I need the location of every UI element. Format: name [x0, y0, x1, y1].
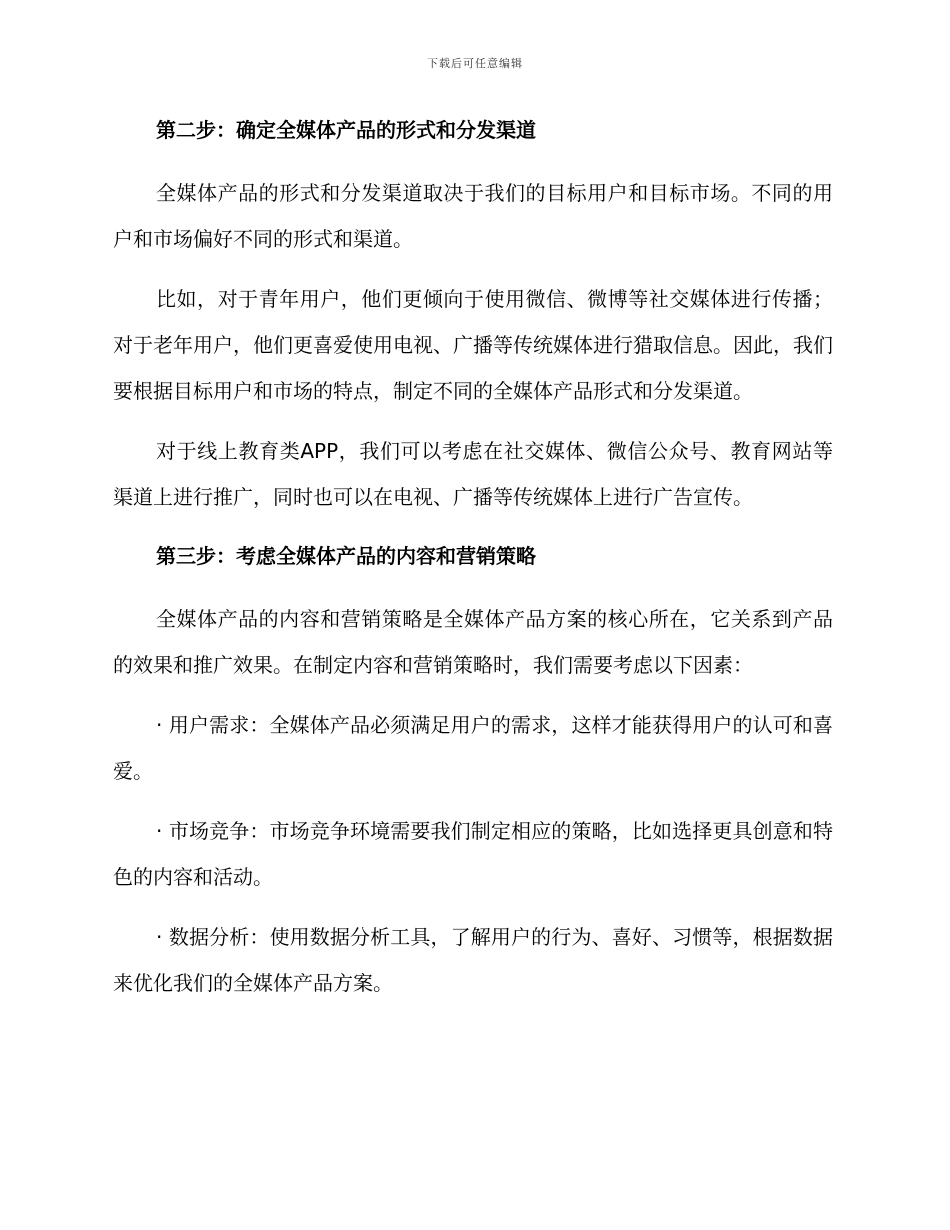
paragraph: 全媒体产品的内容和营销策略是全媒体产品方案的核心所在，它关系到产品的效果和推广效果。在制定内容和营销策略时，我们需要考虑以下因素：	[113, 607, 833, 677]
paragraph: 全媒体产品的形式和分发渠道取决于我们的目标用户和目标市场。不同的用户和市场偏好不同的形式和渠道。	[113, 181, 833, 251]
section-heading-step-2: 第二步：确定全媒体产品的形式和分发渠道	[156, 118, 536, 142]
document-body	[113, 108, 833, 1020]
paragraph: 比如，对于青年用户，他们更倾向于使用微信、微博等社交媒体进行传播；对于老年用户，他们更喜爱使用电视、广播等传统媒体进行猎取信息。因此，我们要根据目标用户和市场的特点，制定不同的全媒体产品形式和分发渠道。	[113, 287, 833, 403]
bullet-item-market-competition: · 市场竞争：市场竞争环境需要我们制定相应的策略，比如选择更具创意和特色的内容和活动。	[113, 819, 833, 889]
bullet-item-data-analysis: · 数据分析：使用数据分析工具，了解用户的行为、喜好、习惯等，根据数据来优化我们的全媒体产品方案。	[113, 925, 833, 995]
header-note: 下载后可任意编辑	[427, 57, 523, 70]
bullet-item-user-needs: · 用户需求：全媒体产品必须满足用户的需求，这样才能获得用户的认可和喜爱。	[113, 713, 833, 783]
paragraph: 对于线上教育类APP，我们可以考虑在社交媒体、微信公众号、教育网站等渠道上进行推广，同时也可以在电视、广播等传统媒体上进行广告宣传。	[113, 439, 833, 509]
section-heading-step-3: 第三步：考虑全媒体产品的内容和营销策略	[156, 544, 536, 568]
